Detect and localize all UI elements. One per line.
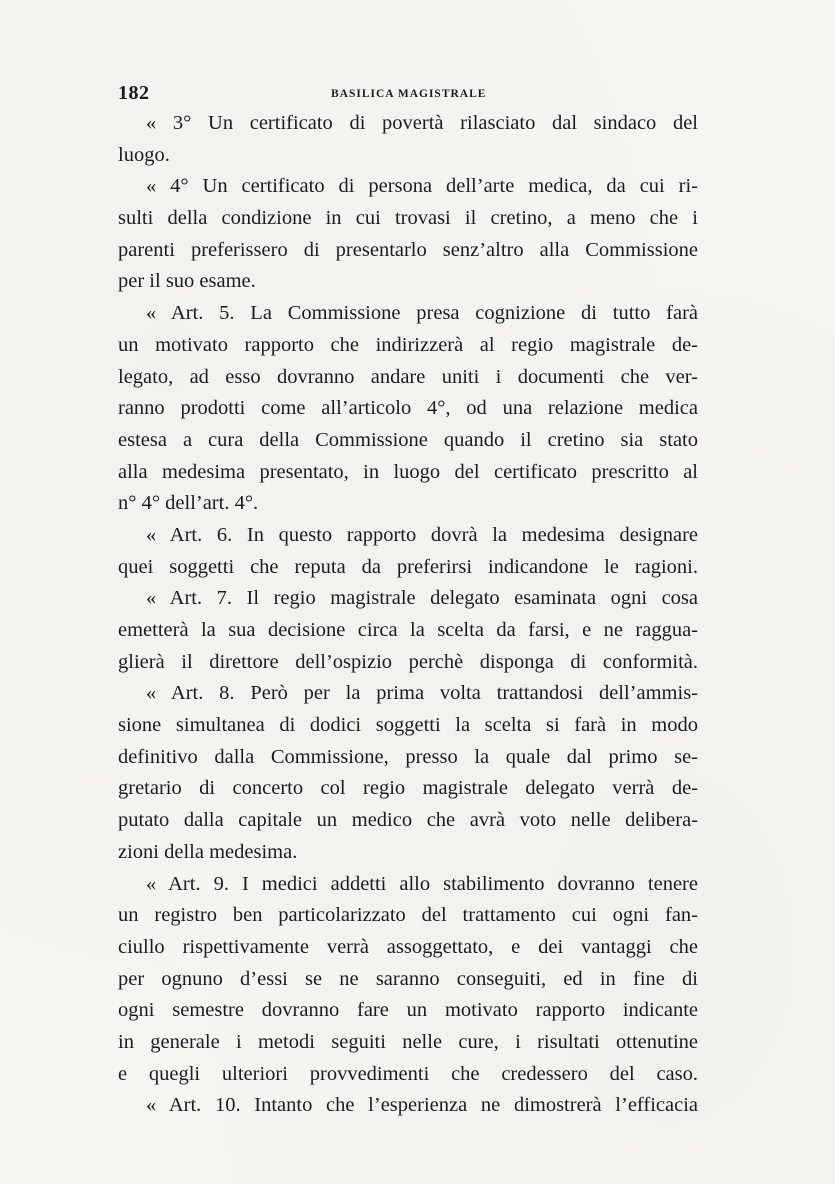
text-line: ogni semestre dovranno fare un motivato rapporto indicante xyxy=(118,999,698,1022)
text-line: luogo. xyxy=(118,143,170,166)
text-line: parenti preferissero di presentarlo senz’altro alla Commissione xyxy=(118,238,698,261)
text-line: « 4° Un certificato di persona dell’arte medica, da cui ri- xyxy=(146,175,698,198)
text-line: « Art. 10. Intanto che l’esperienza ne dimostrerà l’efficacia xyxy=(146,1094,698,1117)
text-line: ciullo rispettivamente verrà assoggettato, e dei vantaggi che xyxy=(118,935,698,958)
text-line: sione simultanea di dodici soggetti la scelta si farà in modo xyxy=(118,714,698,737)
body-text xyxy=(118,108,698,1122)
text-line: « Art. 6. In questo rapporto dovrà la medesima designare xyxy=(146,523,698,546)
text-line: un registro ben particolarizzato del trattamento cui ogni fan- xyxy=(118,904,698,927)
text-line: putato dalla capitale un medico che avrà voto nelle delibera- xyxy=(118,809,698,832)
text-line: « Art. 9. I medici addetti allo stabilimento dovranno tenere xyxy=(146,872,698,895)
text-line: emetterà la sua decisione circa la scelta da farsi, e ne ragguа- xyxy=(118,619,698,641)
text-line: e quegli ulteriori provvedimenti che credessero del caso. xyxy=(118,1062,698,1085)
text-line: per ognuno d’essi se ne saranno conseguiti, ed in fine di xyxy=(118,967,698,990)
text-line: zioni della medesima. xyxy=(118,840,298,863)
page-header xyxy=(118,82,698,104)
text-line: « Art. 8. Però per la prima volta trattandosi dell’ammis- xyxy=(146,682,698,705)
text-line: alla medesima presentato, in luogo del certificato prescritto al xyxy=(118,460,698,483)
text-line: estesa a cura della Commissione quando il cretino sia stato xyxy=(118,428,698,451)
text-line: legato, ad esso dovranno andare uniti i documenti che ver- xyxy=(118,365,698,388)
text-line: « Art. 5. La Commissione presa cognizione di tutto farà xyxy=(146,302,698,325)
text-line: per il suo esame. xyxy=(118,270,256,293)
text-line: « 3° Un certificato di povertà rilasciato dal sindaco del xyxy=(146,112,698,134)
text-line: sulti della condizione in cui trovasi il cretino, a meno che i xyxy=(118,207,698,230)
text-line: « Art. 7. Il regio magistrale delegato esaminata ogni cosa xyxy=(146,587,698,610)
text-line: in generale i metodi seguiti nelle cure, i risultati ottenutine xyxy=(118,1030,698,1053)
text-line: quei soggetti che reputa da preferirsi indicandone le ragioni. xyxy=(118,555,698,578)
text-line: un motivato rapporto che indirizzerà al regio magistrale de- xyxy=(118,333,698,356)
text-line: definitivo dalla Commissione, presso la quale dal primo se- xyxy=(118,745,698,768)
running-head: BASILICA MAGISTRALE xyxy=(331,88,487,100)
text-line: gretario di concerto col regio magistrale delegato verrà de- xyxy=(118,777,698,800)
text-line: ranno prodotti come all’articolo 4°, od una relazione medica xyxy=(118,397,698,420)
page-number: 182 xyxy=(118,82,150,104)
text-line: n° 4° dell’art. 4°. xyxy=(118,492,259,515)
text-line: glierà il direttore dell’ospizio perchè disponga di conformità. xyxy=(118,650,698,673)
